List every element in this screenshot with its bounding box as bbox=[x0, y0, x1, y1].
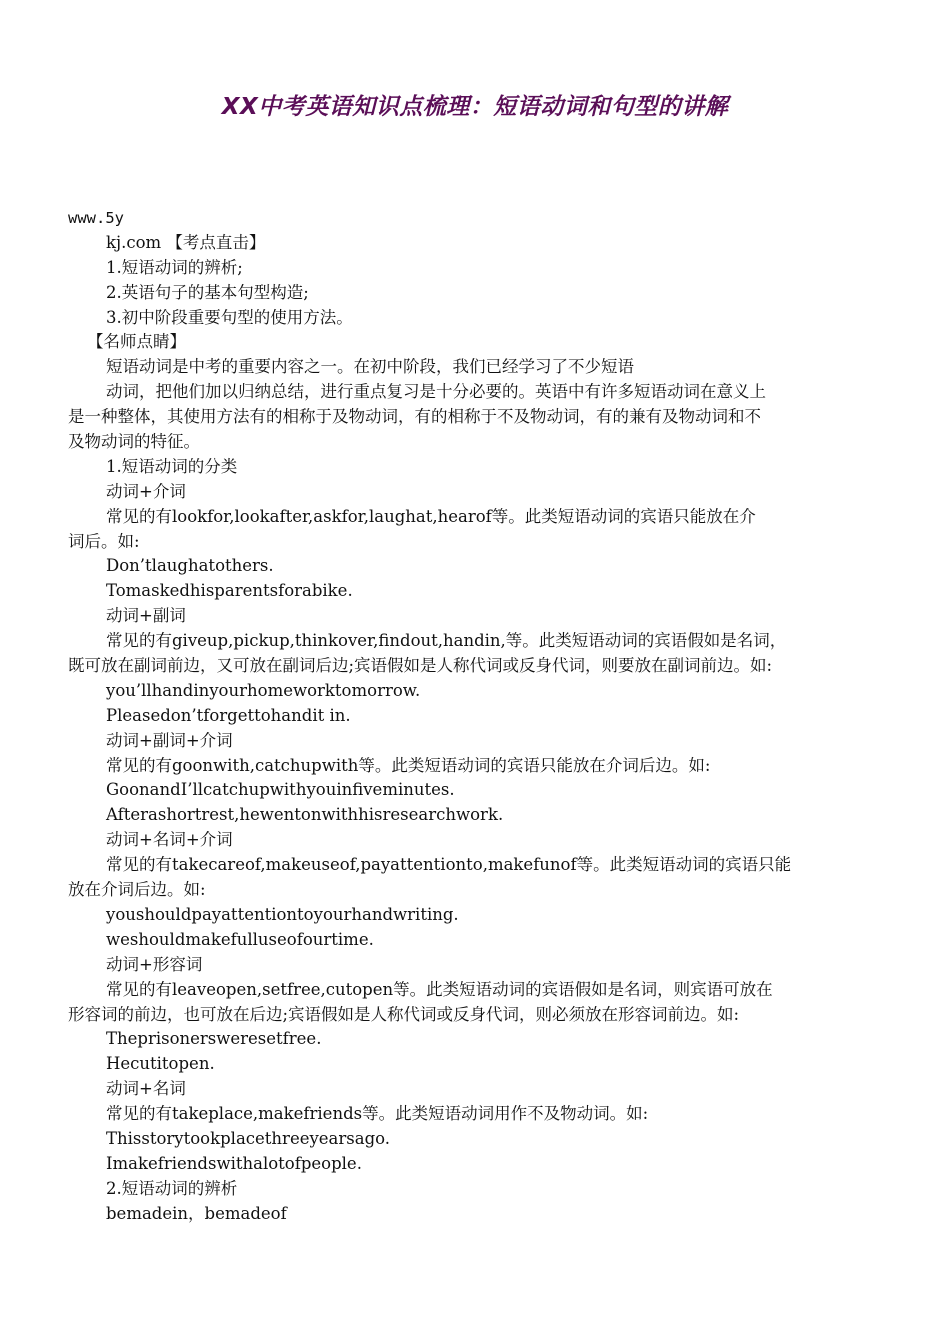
text-line: bemadein，bemadeof bbox=[106, 1203, 287, 1223]
text-line: 动词+介词 bbox=[106, 481, 186, 501]
text-line: 短语动词是中考的重要内容之一。在初中阶段，我们已经学习了不少短语 bbox=[106, 357, 634, 377]
text-line: 常见的有goonwith,catchupwith等。此类短语动词的宾语只能放在介词后边。如: bbox=[106, 755, 711, 775]
text-line: 动词+名词 bbox=[106, 1079, 186, 1099]
text-line: 3.初中阶段重要句型的使用方法。 bbox=[106, 307, 353, 327]
text-line: 形容词的前边，也可放在后边;宾语假如是人称代词或反身代词，则必须放在形容词前边。如: bbox=[68, 1004, 740, 1024]
text-line: GoonandI’llcatchupwithyouinfiveminutes. bbox=[106, 780, 455, 800]
text-line: Theprisonersweresetfree. bbox=[106, 1029, 322, 1049]
text-line: Tomaskedhisparentsforabike. bbox=[106, 581, 353, 601]
text-line: Don’tlaughatothers. bbox=[106, 556, 274, 576]
text-line: 动词+名词+介词 bbox=[106, 830, 233, 850]
text-line: 动词+副词 bbox=[106, 606, 186, 626]
text-line: 动词+形容词 bbox=[106, 954, 203, 974]
text-line: 是一种整体，其使用方法有的相称于及物动词，有的相称于不及物动词，有的兼有及物动词和不 bbox=[68, 407, 761, 427]
text-line: youshouldpayattentiontoyourhandwriting. bbox=[106, 904, 459, 924]
text-line: 1.短语动词的分类 bbox=[106, 456, 238, 476]
text-line: 动词+副词+介词 bbox=[106, 730, 233, 750]
text-line: Pleasedon’tforgettohandit in. bbox=[106, 705, 351, 725]
document-title: XX中考英语知识点梳理：短语动词和句型的讲解 bbox=[221, 94, 729, 120]
text-line: Imakefriendswithalotofpeople. bbox=[106, 1153, 362, 1173]
text-line: Thisstorytookplacethreeyearsago. bbox=[106, 1128, 391, 1148]
text-line: 【名师点睛】 bbox=[87, 332, 186, 352]
text-line: 常见的有lookfor,lookafter,askfor,laughat,hearof等。此类短语动词的宾语只能放在介 bbox=[106, 506, 756, 526]
text-line: Hecutitopen. bbox=[106, 1054, 215, 1074]
text-line: 常见的有takecareof,makeuseof,payattentionto,makefunof等。此类短语动词的宾语只能 bbox=[106, 855, 792, 875]
text-line: you’llhandinyourhomeworktomorrow. bbox=[106, 680, 421, 700]
text-line: 常见的有takeplace,makefriends等。此类短语动词用作不及物动词。如: bbox=[106, 1104, 649, 1124]
text-line: 放在介词后边。如: bbox=[68, 880, 206, 900]
text-line: 1.短语动词的辨析; bbox=[106, 257, 243, 277]
text-line: kj.com 【考点直击】 bbox=[106, 232, 266, 252]
text-line: 词后。如: bbox=[68, 531, 140, 551]
text-line: www.5y bbox=[68, 209, 124, 227]
text-line: weshouldmakefulluseofourtime. bbox=[106, 929, 374, 949]
text-line: 2.短语动词的辨析 bbox=[106, 1178, 238, 1198]
text-line: Afterashortrest,hewentonwithhisresearchwork. bbox=[106, 805, 504, 825]
text-line: 动词，把他们加以归纳总结，进行重点复习是十分必要的。英语中有许多短语动词在意义上 bbox=[106, 382, 766, 402]
text-line: 常见的有leaveopen,setfree,cutopen等。此类短语动词的宾语假如是名词，则宾语可放在 bbox=[106, 979, 773, 999]
text-line: 常见的有giveup,pickup,thinkover,findout,handin,等。此类短语动词的宾语假如是名词， bbox=[106, 631, 787, 651]
text-line: 既可放在副词前边，又可放在副词后边;宾语假如是人称代词或反身代词，则要放在副词前边。如: bbox=[68, 656, 773, 676]
text-line: 2.英语句子的基本句型构造; bbox=[106, 282, 309, 302]
text-line: 及物动词的特征。 bbox=[68, 432, 200, 452]
document-body bbox=[68, 206, 888, 1227]
